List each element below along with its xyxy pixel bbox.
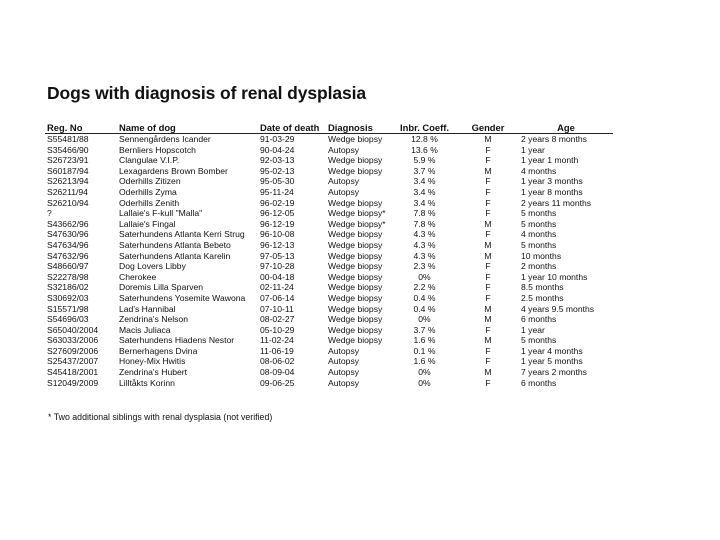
gender-cell: M: [484, 165, 492, 176]
reg-no-cell: S25437/2007: [47, 356, 99, 367]
name-cell: Saterhundens Atlanta Kerri Strug: [119, 229, 245, 240]
name-cell: Clangulae V.I.P.: [119, 155, 180, 166]
age-cell: 6 months: [521, 314, 557, 325]
name-cell: Saterhundens Atlanta Karelin: [119, 250, 231, 261]
age-cell: 1 year: [521, 324, 545, 335]
col-header-reg-no: Reg. No: [45, 122, 117, 134]
name-cell: Lad's Hannibal: [119, 303, 176, 314]
table-row: [45, 187, 613, 198]
table-row: [45, 325, 613, 336]
gender-cell: F: [485, 144, 491, 155]
age-cell: 5 months: [521, 208, 557, 219]
date-of-death-cell: 96-12-05: [260, 208, 295, 219]
date-of-death-cell: 95-11-24: [260, 186, 294, 197]
diagnosis-cell: Wedge biopsy: [328, 155, 383, 166]
name-cell: Lallaie's Fingal: [119, 218, 176, 229]
gender-cell: F: [485, 282, 491, 293]
age-cell: 2 years 8 months: [521, 134, 587, 144]
reg-no-cell: S63033/2006: [47, 335, 99, 346]
diagnosis-cell: Wedge biopsy: [328, 303, 383, 314]
gender-cell: F: [485, 356, 491, 367]
age-cell: 4 years 9.5 months: [521, 303, 595, 314]
diagnosis-cell: Wedge biopsy: [328, 271, 383, 282]
table-header-row: [45, 122, 613, 134]
inbreeding-cell: 2.3 %: [413, 261, 436, 272]
age-cell: 5 months: [521, 239, 557, 250]
reg-no-cell: S32186/02: [47, 282, 89, 293]
reg-no-cell: ?: [47, 208, 52, 219]
col-header-gender: Gender: [457, 122, 519, 134]
table-row: [45, 272, 613, 283]
col-header-diagnosis: Diagnosis: [326, 122, 392, 134]
inbreeding-cell: 0%: [418, 367, 431, 378]
name-cell: Lallaie's F-kull "Malla": [119, 208, 203, 219]
diagnosis-cell: Autopsy: [328, 377, 360, 388]
name-cell: Sennengårdens Icander: [119, 134, 211, 144]
age-cell: 8.5 months: [521, 282, 564, 293]
inbreeding-cell: 1.6 %: [413, 356, 436, 367]
reg-no-cell: S43662/96: [47, 218, 89, 229]
inbreeding-cell: 1.6 %: [413, 335, 436, 346]
diagnosis-cell: Wedge biopsy: [328, 335, 383, 346]
age-cell: 6 months: [521, 377, 557, 388]
date-of-death-cell: 08-06-02: [260, 356, 295, 367]
date-of-death-cell: 97-05-13: [260, 250, 295, 261]
age-cell: 1 year 1 month: [521, 155, 579, 166]
inbreeding-cell: 3.7 %: [413, 324, 436, 335]
inbreeding-cell: 3.4 %: [413, 186, 436, 197]
inbreeding-cell: 7.8 %: [413, 218, 436, 229]
date-of-death-cell: 95-02-13: [260, 165, 295, 176]
age-cell: 10 months: [521, 250, 562, 261]
diagnosis-cell: Autopsy: [328, 345, 360, 356]
gender-cell: F: [485, 176, 491, 187]
name-cell: Honey-Mix Hwitis: [119, 356, 186, 367]
table-row: [45, 335, 613, 346]
table-row: [45, 145, 613, 156]
inbreeding-cell: 0%: [418, 314, 431, 325]
reg-no-cell: S12049/2009: [47, 377, 99, 388]
date-of-death-cell: 92-03-13: [260, 155, 295, 166]
reg-no-cell: S27609/2006: [47, 345, 99, 356]
name-cell: Saterhundens Atlanta Bebeto: [119, 239, 231, 250]
table-row: [45, 240, 613, 251]
gender-cell: F: [485, 155, 491, 166]
date-of-death-cell: 05-10-29: [260, 324, 295, 335]
table-row: [45, 261, 613, 272]
diagnosis-cell: Wedge biopsy: [328, 314, 383, 325]
table-row: [45, 378, 613, 389]
age-cell: 4 months: [521, 165, 557, 176]
table-row: [45, 293, 613, 304]
diagnosis-cell: Autopsy: [328, 144, 360, 155]
table-row: [45, 229, 613, 240]
diagnosis-cell: Wedge biopsy: [328, 282, 383, 293]
inbreeding-cell: 4.3 %: [413, 229, 436, 240]
age-cell: 2 months: [521, 261, 557, 272]
name-cell: Bernerhagens Dvina: [119, 345, 198, 356]
reg-no-cell: S26210/94: [47, 197, 89, 208]
age-cell: 1 year 8 months: [521, 186, 583, 197]
reg-no-cell: S60187/94: [47, 165, 89, 176]
age-cell: 5 months: [521, 218, 557, 229]
date-of-death-cell: 91-03-29: [260, 134, 295, 144]
name-cell: Oderhills Zitizen: [119, 176, 181, 187]
name-cell: Zendrina's Nelson: [119, 314, 188, 325]
date-of-death-cell: 96-12-19: [260, 218, 295, 229]
diagnosis-cell: Wedge biopsy*: [328, 208, 386, 219]
gender-cell: F: [485, 261, 491, 272]
diagnosis-cell: Wedge biopsy: [328, 239, 383, 250]
gender-cell: M: [484, 367, 492, 378]
date-of-death-cell: 96-10-08: [260, 229, 295, 240]
reg-no-cell: S26211/94: [47, 186, 88, 197]
gender-cell: F: [485, 271, 491, 282]
age-cell: 2.5 months: [521, 292, 564, 303]
inbreeding-cell: 0.4 %: [413, 292, 436, 303]
table-body: [45, 134, 613, 389]
reg-no-cell: S54696/03: [47, 314, 89, 325]
inbreeding-cell: 3.7 %: [413, 165, 436, 176]
table-row: [45, 367, 613, 378]
age-cell: 2 years 11 months: [521, 197, 592, 208]
inbreeding-cell: 3.4 %: [413, 176, 436, 187]
diagnosis-cell: Autopsy: [328, 186, 360, 197]
table-row: [45, 208, 613, 219]
date-of-death-cell: 11-06-19: [260, 345, 294, 356]
diagnosis-cell: Autopsy: [328, 176, 360, 187]
gender-cell: M: [484, 134, 492, 144]
col-header-age: Age: [519, 122, 613, 134]
gender-cell: M: [484, 303, 492, 314]
inbreeding-cell: 4.3 %: [413, 239, 436, 250]
gender-cell: F: [485, 292, 491, 303]
age-cell: 7 years 2 months: [521, 367, 587, 378]
reg-no-cell: S55481/88: [47, 134, 89, 144]
inbreeding-cell: 2.2 %: [413, 282, 436, 293]
name-cell: Lexagardens Brown Bomber: [119, 165, 228, 176]
age-cell: 1 year 5 months: [521, 356, 583, 367]
gender-cell: F: [485, 345, 491, 356]
date-of-death-cell: 96-02-19: [260, 197, 295, 208]
date-of-death-cell: 11-02-24: [260, 335, 294, 346]
date-of-death-cell: 07-10-11: [260, 303, 294, 314]
diagnosis-cell: Wedge biopsy: [328, 165, 383, 176]
age-cell: 1 year 10 months: [521, 271, 588, 282]
gender-cell: F: [485, 229, 491, 240]
inbreeding-cell: 0.4 %: [413, 303, 436, 314]
reg-no-cell: S48660/97: [47, 261, 89, 272]
reg-no-cell: S26213/94: [47, 176, 89, 187]
table-row: [45, 346, 613, 357]
col-header-name: Name of dog: [117, 122, 258, 134]
reg-no-cell: S45418/2001: [47, 367, 99, 378]
gender-cell: M: [484, 314, 492, 325]
gender-cell: M: [484, 239, 492, 250]
name-cell: Saterhundens Hiadens Nestor: [119, 335, 235, 346]
reg-no-cell: S26723/91: [47, 155, 89, 166]
name-cell: Doremis Lilla Sparven: [119, 282, 204, 293]
date-of-death-cell: 90-04-24: [260, 144, 295, 155]
name-cell: Macis Juliaca: [119, 324, 171, 335]
name-cell: Saterhundens Yosemite Wawona: [119, 292, 246, 303]
table-row: [45, 304, 613, 315]
diagnosis-cell: Wedge biopsy: [328, 324, 383, 335]
reg-no-cell: S30692/03: [47, 292, 89, 303]
date-of-death-cell: 97-10-28: [260, 261, 295, 272]
date-of-death-cell: 96-12-13: [260, 239, 295, 250]
name-cell: Dog Lovers Libby: [119, 261, 186, 272]
reg-no-cell: S47630/96: [47, 229, 89, 240]
name-cell: Lilltåkts Korinn: [119, 377, 175, 388]
gender-cell: F: [485, 197, 491, 208]
table-row: [45, 251, 613, 262]
table-row: [45, 155, 613, 166]
date-of-death-cell: 07-06-14: [260, 292, 295, 303]
table-row: [45, 134, 613, 145]
age-cell: 1 year 3 months: [521, 176, 583, 187]
name-cell: Zendrina's Hubert: [119, 367, 188, 378]
inbreeding-cell: 0.1 %: [413, 345, 436, 356]
inbreeding-cell: 13.6 %: [411, 144, 438, 155]
col-header-date-of-death: Date of death: [258, 122, 326, 134]
inbreeding-cell: 0%: [418, 377, 431, 388]
table-row: [45, 176, 613, 187]
inbreeding-cell: 12.8 %: [411, 134, 438, 144]
table-row: [45, 282, 613, 293]
inbreeding-cell: 3.4 %: [413, 197, 436, 208]
diagnosis-cell: Autopsy: [328, 367, 360, 378]
dogs-table: [45, 122, 613, 388]
reg-no-cell: S22278/98: [47, 271, 89, 282]
dogs-table-container: [45, 122, 613, 388]
table-row: [45, 166, 613, 177]
gender-cell: F: [485, 377, 491, 388]
diagnosis-cell: Wedge biopsy: [328, 261, 383, 272]
gender-cell: F: [485, 208, 491, 219]
table-row: [45, 198, 613, 209]
table-row: [45, 219, 613, 230]
col-header-inbreeding: Inbr. Coeff.: [392, 122, 457, 134]
reg-no-cell: S15571/98: [47, 303, 89, 314]
date-of-death-cell: 95-05-30: [260, 176, 295, 187]
date-of-death-cell: 08-02-27: [260, 314, 295, 325]
age-cell: 1 year 4 months: [521, 345, 583, 356]
inbreeding-cell: 5.9 %: [413, 155, 436, 166]
name-cell: Cherokee: [119, 271, 157, 282]
diagnosis-cell: Wedge biopsy: [328, 197, 383, 208]
diagnosis-cell: Wedge biopsy: [328, 292, 383, 303]
date-of-death-cell: 09-06-25: [260, 377, 295, 388]
name-cell: Oderhills Zenith: [119, 197, 180, 208]
gender-cell: F: [485, 324, 491, 335]
gender-cell: F: [485, 186, 491, 197]
gender-cell: M: [484, 250, 492, 261]
page-title: Dogs with diagnosis of renal dysplasia: [47, 83, 367, 103]
date-of-death-cell: 08-09-04: [260, 367, 295, 378]
inbreeding-cell: 7.8 %: [413, 208, 436, 219]
inbreeding-cell: 0%: [418, 271, 431, 282]
reg-no-cell: S47634/96: [47, 239, 89, 250]
reg-no-cell: S65040/2004: [47, 324, 99, 335]
gender-cell: M: [484, 218, 492, 229]
diagnosis-cell: Wedge biopsy: [328, 134, 383, 144]
reg-no-cell: S47632/96: [47, 250, 89, 261]
footnote: * Two additional siblings with renal dysplasia (not verified): [48, 412, 273, 422]
inbreeding-cell: 4.3 %: [413, 250, 436, 261]
table-row: [45, 314, 613, 325]
date-of-death-cell: 00-04-18: [260, 271, 295, 282]
age-cell: 4 months: [521, 229, 557, 240]
table-row: [45, 356, 613, 367]
name-cell: Bernliers Hopscotch: [119, 144, 196, 155]
diagnosis-cell: Wedge biopsy: [328, 250, 383, 261]
age-cell: 5 months: [521, 335, 557, 346]
diagnosis-cell: Autopsy: [328, 356, 360, 367]
name-cell: Oderhills Zyma: [119, 186, 177, 197]
diagnosis-cell: Wedge biopsy: [328, 229, 383, 240]
reg-no-cell: S35466/90: [47, 144, 89, 155]
age-cell: 1 year: [521, 144, 545, 155]
date-of-death-cell: 02-11-24: [260, 282, 294, 293]
gender-cell: M: [484, 335, 492, 346]
diagnosis-cell: Wedge biopsy*: [328, 218, 386, 229]
